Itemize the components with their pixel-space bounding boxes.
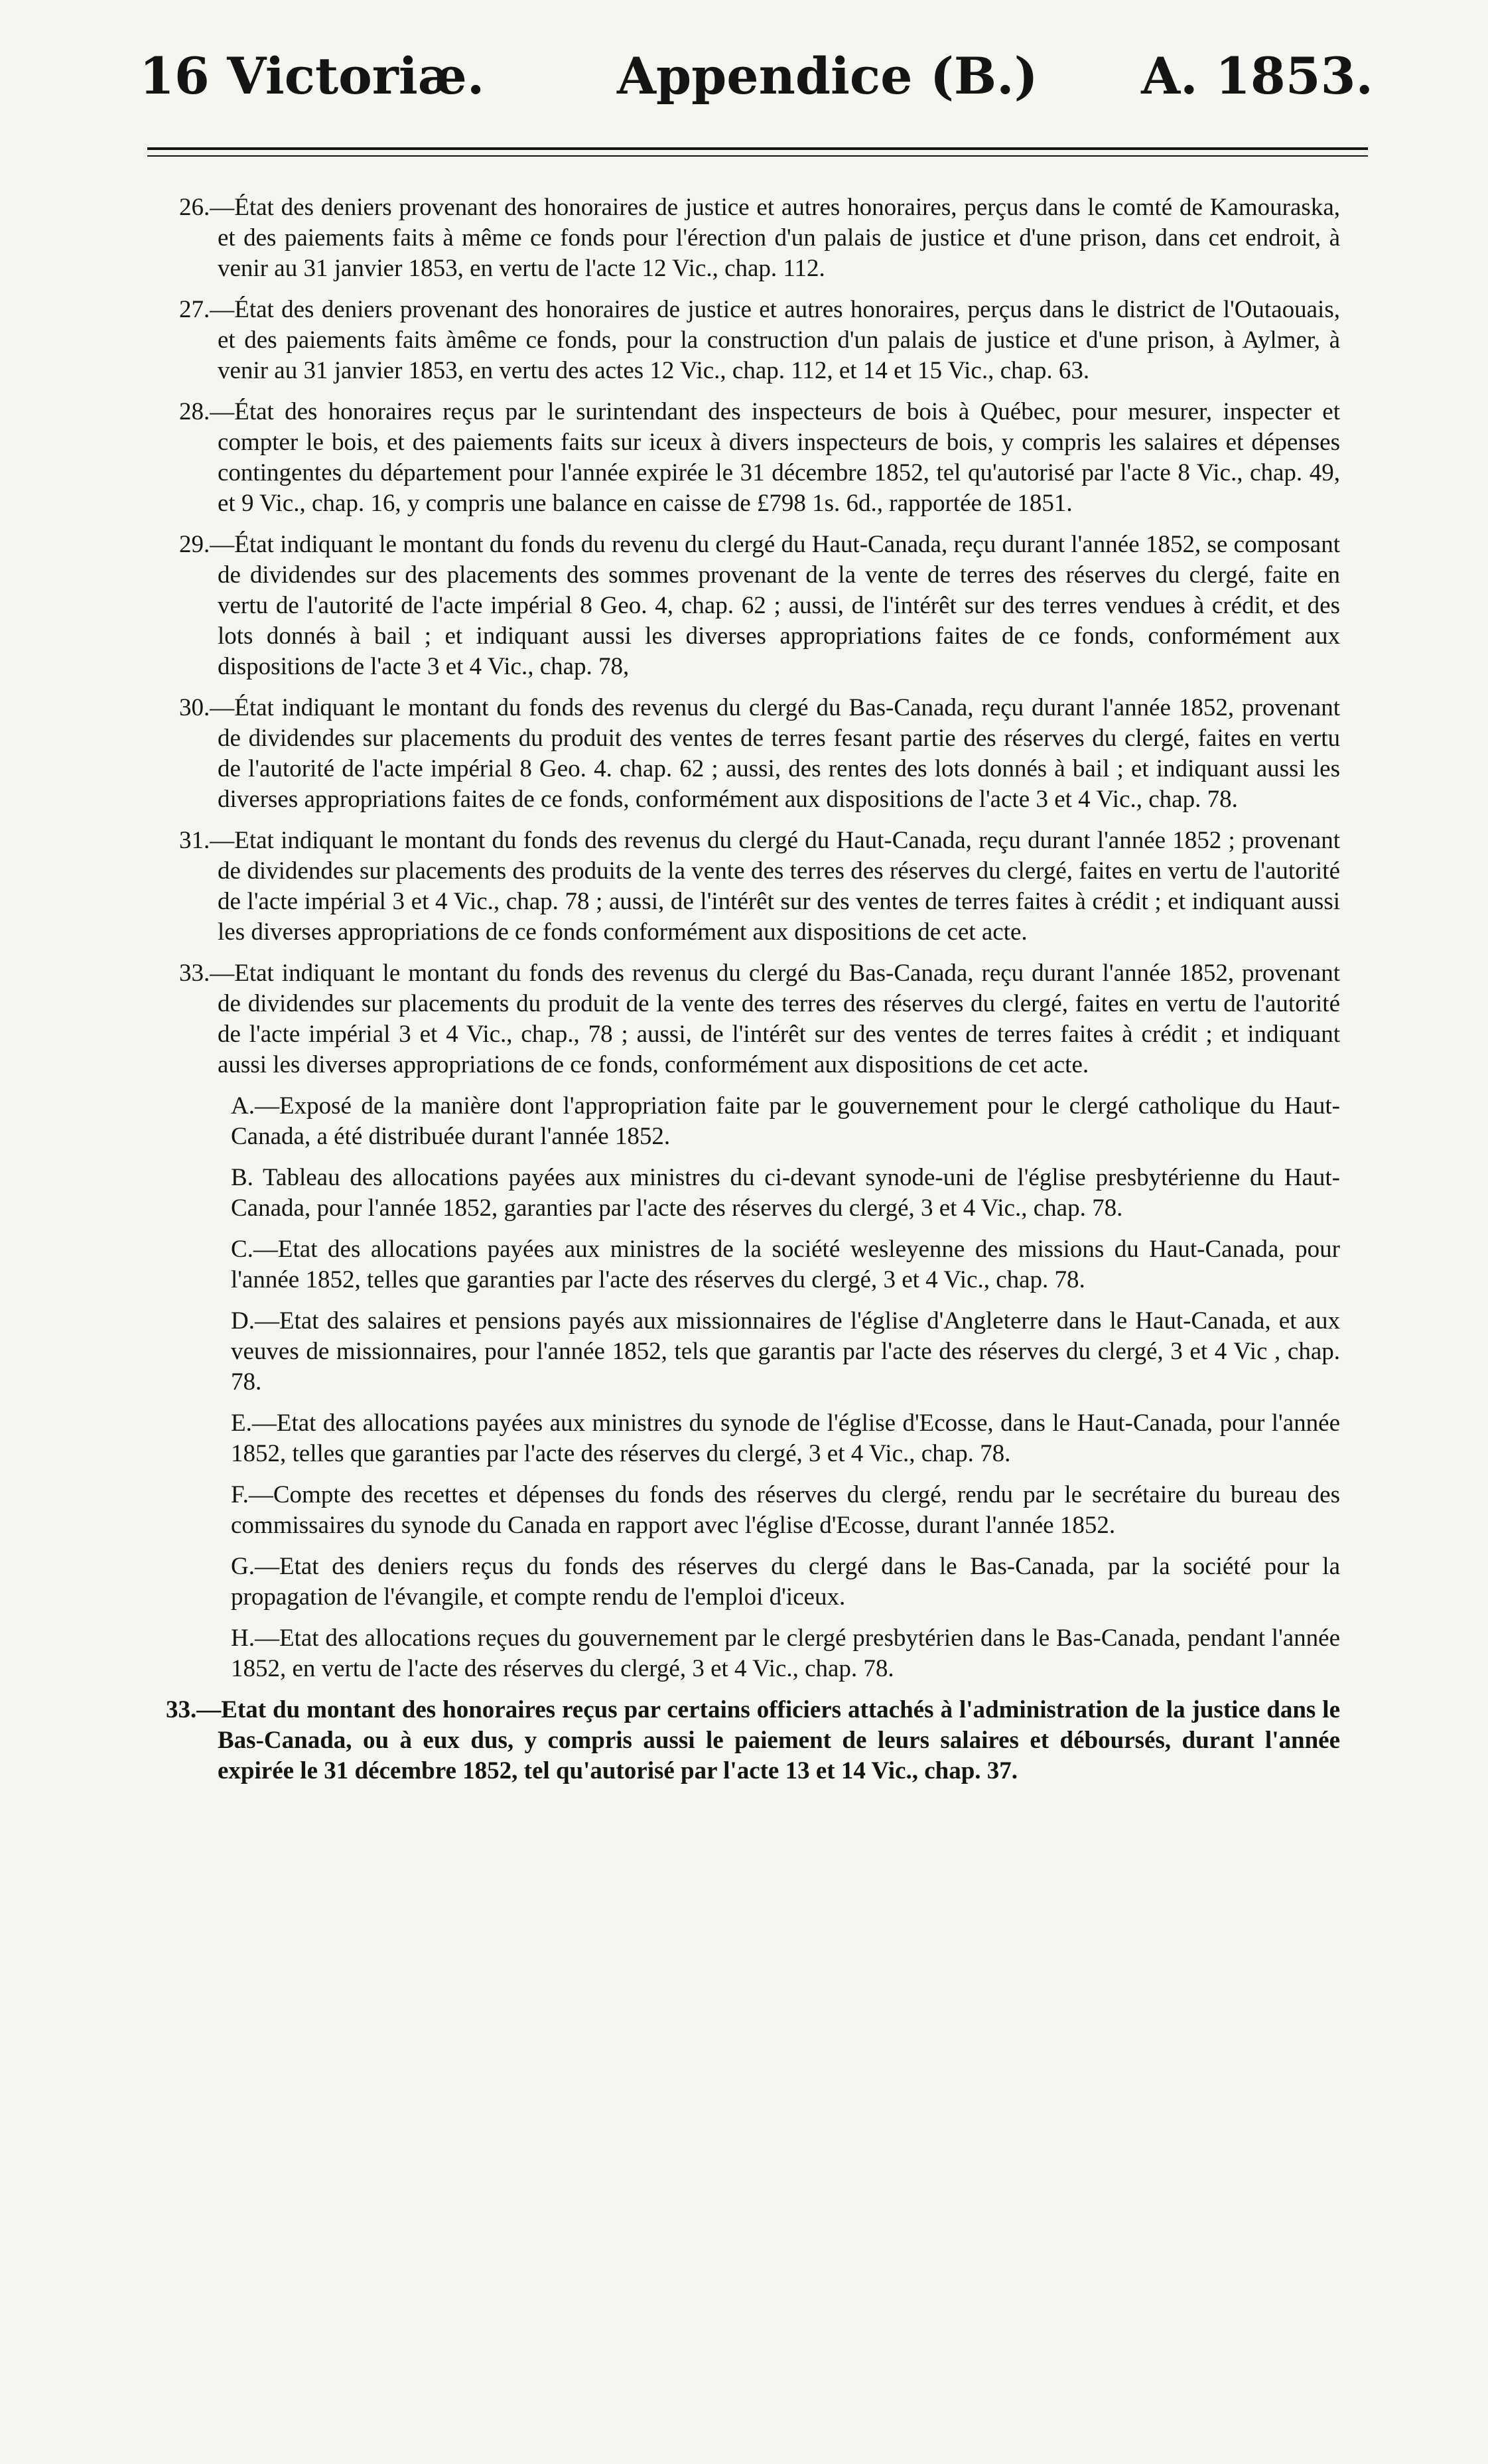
entry-text: État indiquant le montant du fonds du revenu du clergé du Haut-Canada, reçu durant l'année 1852, se composant de dividendes sur des placements des sommes provenant de la vente de terres des réserves du clergé, faite en vertu de l'autorité de l'acte impérial 8 Geo. 4, chap. 62 ; aussi, de l'intérêt sur des terres vendues à crédit, et des lots donnés à bail ; et indiquant aussi les diverses appropriations faites de ce fonds, conformément aux dispositions de l'acte 3 et 4 Vic., chap. 78, xyxy=(218,531,1340,680)
entry-text: Etat du montant des honoraires reçus par certains officiers attachés à l'administration de la justice dans le Bas-Canada, ou à eux dus, y compris aussi le paiement de leurs salaires et déboursés, durant l'année expirée le 31 décembre 1852, tel qu'autorisé par l'acte 13 et 14 Vic., chap. 37. xyxy=(218,1696,1340,1784)
document-body xyxy=(166,192,1340,1786)
page-header xyxy=(139,40,1373,119)
year-label: A. 1853. xyxy=(1141,46,1373,106)
subentry-a: A.—Exposé de la manière dont l'appropriation faite par le gouvernement pour le clergé catholique du Haut-Canada, a été distribuée durant l'année 1852. xyxy=(231,1092,1340,1150)
entry-text: État des honoraires reçus par le surintendant des inspecteurs de bois à Québec, pour mesurer, inspecter et compter le bois, et des paiements faits sur iceux à divers inspecteurs de bois, y compris les salaires et dépenses contingentes du département pour l'année expirée le 31 décembre 1852, tel qu'autorisé par l'acte 8 Vic., chap. 49, et 9 Vic., chap. 16, y compris une balance en caisse de £798 1s. 6d., rapportée de 1851. xyxy=(218,398,1340,517)
entry-number: 29.— xyxy=(179,531,235,558)
header-rule-thick xyxy=(147,147,1368,150)
subentry-f: F.—Compte des recettes et dépenses du fonds des réserves du clergé, rendu par le secrétaire du bureau des commissaires du synode du Canada en rapport avec l'église d'Ecosse, durant l'année 1852. xyxy=(231,1481,1340,1539)
entry-number: 28.— xyxy=(179,398,235,425)
entry-number: 33.— xyxy=(166,1696,222,1723)
entry-text: Etat indiquant le montant du fonds des revenus du clergé du Bas-Canada, reçu durant l'année 1852, provenant de dividendes sur placements du produit de la vente des terres des réserves du clergé, faites en vertu de l'autorité de l'acte impérial 3 et 4 Vic., chap., 78 ; aussi, de l'intérêt sur des ventes de terres faites à crédit ; et indiquant aussi les diverses appropriations de ce fonds, conformément aux dispositions de cet acte. xyxy=(218,960,1340,1078)
appendix-title: Appendice (B.) xyxy=(617,46,1038,106)
subentry-d: D.—Etat des salaires et pensions payés aux missionnaires de l'église d'Angleterre dans le Haut-Canada, et aux veuves de missionnaires, pour l'année 1852, tels que garantis par l'acte des réserves du clergé, 3 et 4 Vic , chap. 78. xyxy=(231,1307,1340,1396)
session-label: 16 Victoriæ. xyxy=(139,46,485,106)
entry-28 xyxy=(179,397,1340,519)
subentry-g: G.—Etat des deniers reçus du fonds des réserves du clergé dans le Bas-Canada, par la société pour la propagation de l'évangile, et compte rendu de l'emploi d'iceux. xyxy=(231,1553,1340,1611)
entry-29 xyxy=(179,530,1340,682)
subentry-h: H.—Etat des allocations reçues du gouvernement par le clergé presbytérien dans le Bas-Canada, pendant l'année 1852, en vertu de l'acte des réserves du clergé, 3 et 4 Vic., chap. 78. xyxy=(231,1625,1340,1682)
subentry-e: E.—Etat des allocations payées aux ministres du synode de l'église d'Ecosse, dans le Haut-Canada, pour l'année 1852, telles que garanties par l'acte des réserves du clergé, 3 et 4 Vic., chap. 78. xyxy=(231,1410,1340,1467)
entry-26 xyxy=(179,192,1340,284)
entry-33 xyxy=(179,958,1340,1080)
entry-final xyxy=(166,1695,1340,1786)
entry-27 xyxy=(179,295,1340,386)
subentry-b: B. Tableau des allocations payées aux ministres du ci-devant synode-uni de l'église presbytérienne du Haut-Canada, pour l'année 1852, garanties par l'acte des réserves du clergé, 3 et 4 Vic., chap. 78. xyxy=(231,1164,1340,1222)
entry-number: 31.— xyxy=(179,827,235,854)
entry-text: État indiquant le montant du fonds des revenus du clergé du Bas-Canada, reçu durant l'année 1852, provenant de dividendes sur placements du produit des ventes de terres fesant partie des réserves du clergé, faites en vertu de l'autorité de l'acte impérial 8 Geo. 4. chap. 62 ; aussi, des rentes des lots donnés à bail ; et indiquant aussi les diverses appropriations faites de ce fonds, conformément aux dispositions de l'acte 3 et 4 Vic., chap. 78. xyxy=(218,694,1340,813)
entry-text: État des deniers provenant des honoraires de justice et autres honoraires, perçus dans le district de l'Outaouais, et des paiements faits àmême ce fonds, pour la construction d'un palais de justice et d'une prison, à Aylmer, à venir au 31 janvier 1853, en vertu des actes 12 Vic., chap. 112, et 14 et 15 Vic., chap. 63. xyxy=(218,296,1340,384)
entry-text: État des deniers provenant des honoraires de justice et autres honoraires, perçus dans le comté de Kamouraska, et des paiements faits à même ce fonds pour l'érection d'un palais de justice et d'une prison, dans cet endroit, à venir au 31 janvier 1853, en vertu de l'acte 12 Vic., chap. 112. xyxy=(218,194,1340,282)
entry-number: 26.— xyxy=(179,194,235,221)
entry-30 xyxy=(179,693,1340,815)
entry-31 xyxy=(179,826,1340,948)
entry-number: 30.— xyxy=(179,694,235,721)
header-rule-thin xyxy=(147,155,1368,157)
entry-number: 27.— xyxy=(179,296,235,323)
entry-number: 33.— xyxy=(179,960,235,987)
subentry-c: C.—Etat des allocations payées aux ministres de la société wesleyenne des missions du Haut-Canada, pour l'année 1852, telles que garanties par l'acte des réserves du clergé, 3 et 4 Vic., chap. 78. xyxy=(231,1236,1340,1293)
entry-text: Etat indiquant le montant du fonds des revenus du clergé du Haut-Canada, reçu durant l'année 1852 ; provenant de dividendes sur placements des produits de la vente des terres des réserves du clergé, faites en vertu de l'autorité de l'acte impérial 3 et 4 Vic., chap. 78 ; aussi, de l'intérêt sur des ventes de terres faites à crédit ; et indiquant aussi les diverses appropriations de ce fonds conformément aux dispositions de cet acte. xyxy=(218,827,1340,946)
